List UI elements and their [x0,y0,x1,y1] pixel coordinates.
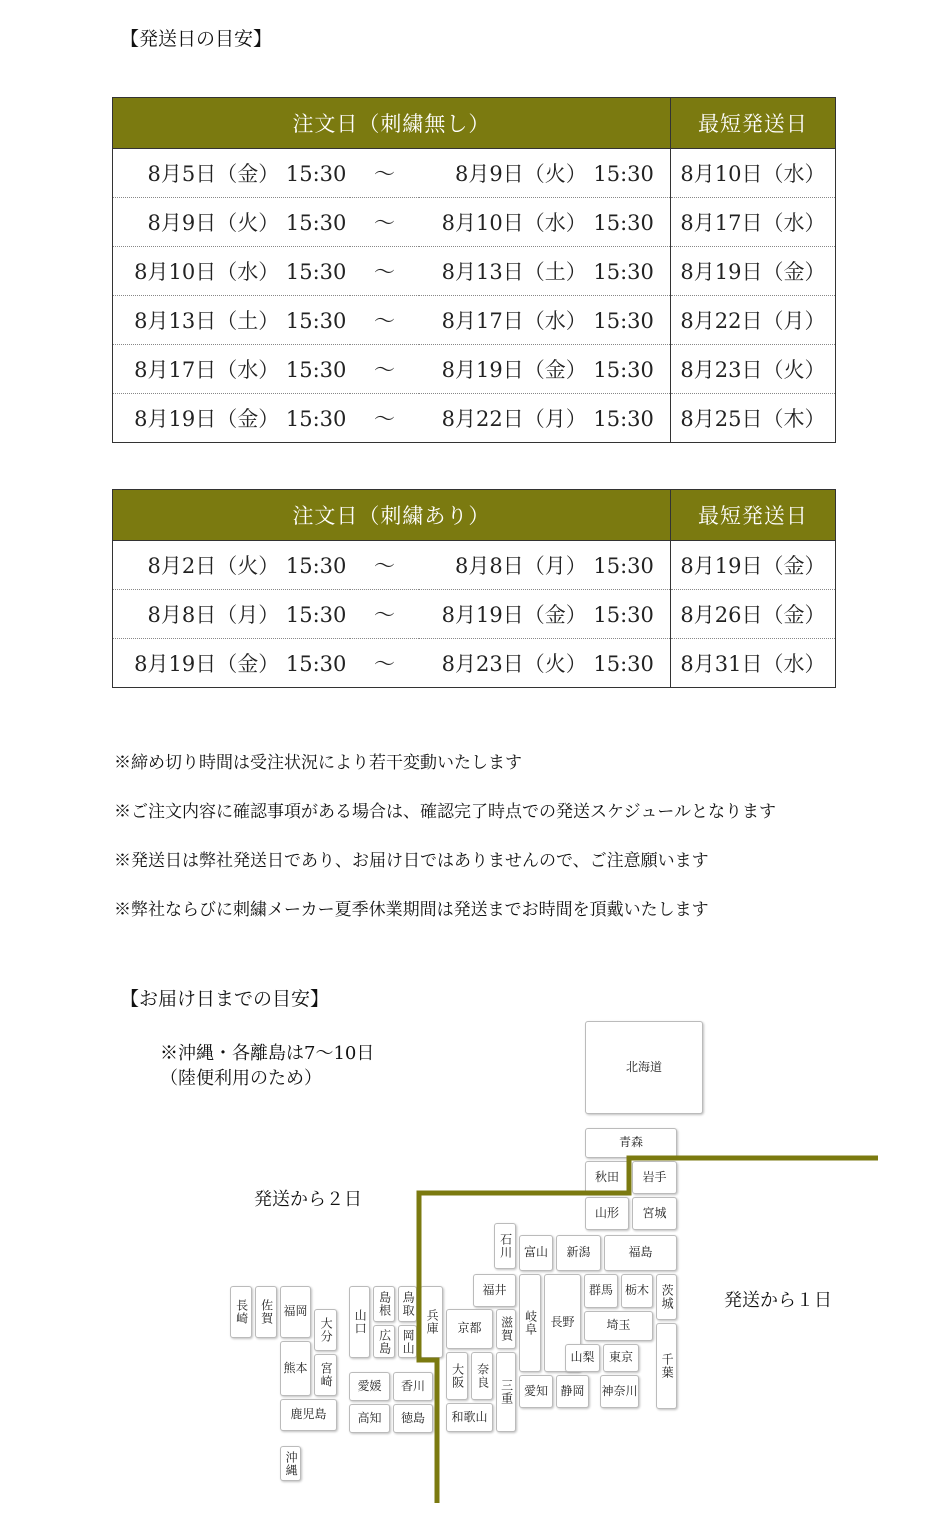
pref-saga: 佐賀 [255,1286,277,1338]
ship-date: 8月31日（水） [670,639,835,688]
note-ship-vs-delivery: ※発送日は弊社発送日であり、お届け日ではありませんので、ご注意願います [114,851,709,871]
pref-wakayama: 和歌山 [446,1403,493,1432]
pref-aomori: 青森 [585,1128,677,1158]
pref-oita: 大分 [314,1309,337,1351]
header-order-date: 注文日（刺繍無し） [113,98,671,149]
order-to: 8月8日（月） 15:30 [419,541,671,590]
zone-west-label: 発送から２日 [254,1189,362,1210]
order-to: 8月17日（水） 15:30 [419,296,671,345]
order-to: 8月9日（火） 15:30 [419,149,671,198]
pref-shizuoka: 静岡 [556,1375,589,1408]
order-to: 8月22日（月） 15:30 [419,394,671,443]
pref-ehime: 愛媛 [349,1372,390,1401]
order-from: 8月10日（水） 15:30 [113,247,351,296]
pref-tokyo: 東京 [603,1344,639,1372]
pref-iwate: 岩手 [632,1161,677,1194]
okinawa-note: ※沖縄・各離島は7～10日 [160,1043,375,1064]
ship-date: 8月19日（金） [670,247,835,296]
pref-niigata: 新潟 [556,1235,601,1271]
pref-kagoshima: 鹿児島 [280,1399,337,1431]
pref-nara: 奈良 [471,1352,493,1400]
pref-tokushima: 徳島 [393,1404,433,1433]
note-summer-holiday: ※弊社ならびに刺繍メーカー夏季休業期間は発送までお時間を頂戴いたします [114,900,709,920]
order-from: 8月5日（金） 15:30 [113,149,351,198]
range-tilde: ～ [350,345,418,394]
pref-akita: 秋田 [585,1161,629,1194]
zone-east-label: 発送から１日 [724,1290,832,1311]
ship-date: 8月26日（金） [670,590,835,639]
pref-osaka: 大阪 [446,1352,468,1400]
pref-aichi: 愛知 [519,1375,553,1408]
pref-yamaguchi: 山口 [349,1286,370,1358]
pref-ishikawa: 石川 [494,1223,516,1269]
range-tilde: ～ [350,247,418,296]
order-from: 8月13日（土） 15:30 [113,296,351,345]
pref-shiga: 滋賀 [496,1309,516,1349]
pref-kyoto: 京都 [446,1309,493,1349]
ship-date: 8月19日（金） [670,541,835,590]
range-tilde: ～ [350,198,418,247]
pref-nagano: 長野 [544,1274,581,1372]
pref-yamagata: 山形 [585,1197,629,1230]
pref-fukuoka: 福岡 [280,1286,311,1338]
pref-gifu: 岐阜 [519,1274,541,1372]
section1-title: 【発送日の目安】 [120,28,273,50]
order-to: 8月23日（火） 15:30 [419,639,671,688]
note-deadline: ※締め切り時間は受注状況により若干変動いたします [114,753,522,773]
order-from: 8月2日（火） 15:30 [113,541,351,590]
pref-miyazaki: 宮崎 [314,1354,337,1396]
order-from: 8月19日（金） 15:30 [113,394,351,443]
range-tilde: ～ [350,590,418,639]
pref-chiba: 千葉 [656,1323,677,1409]
pref-kanagawa: 神奈川 [600,1375,639,1408]
pref-hyogo: 兵庫 [420,1286,443,1358]
order-to: 8月19日（金） 15:30 [419,345,671,394]
header-ship-date: 最短発送日 [670,98,835,149]
order-from: 8月8日（月） 15:30 [113,590,351,639]
order-to: 8月19日（金） 15:30 [419,590,671,639]
pref-okayama: 岡山 [398,1325,417,1358]
header-ship-date: 最短発送日 [670,490,835,541]
pref-yamanashi: 山梨 [565,1344,600,1372]
pref-fukui: 福井 [473,1274,516,1307]
ship-date: 8月25日（木） [670,394,835,443]
range-tilde: ～ [350,394,418,443]
pref-hokkaido: 北海道 [585,1021,703,1114]
pref-okinawa: 沖縄 [280,1446,301,1481]
pref-toyama: 富山 [519,1235,553,1271]
section2-title: 【お届け日までの目安】 [120,988,330,1010]
order-to: 8月13日（土） 15:30 [419,247,671,296]
pref-nagasaki: 長崎 [230,1286,252,1338]
pref-fukushima: 福島 [604,1235,677,1271]
range-tilde: ～ [350,541,418,590]
ship-date: 8月22日（月） [670,296,835,345]
pref-tottori: 鳥取 [398,1286,417,1322]
okinawa-note-reason: （陸便利用のため） [160,1068,322,1089]
range-tilde: ～ [350,639,418,688]
pref-kagawa: 香川 [393,1372,433,1401]
boundary-line [419,1158,878,1503]
pref-ibaraki: 茨城 [656,1274,677,1320]
range-tilde: ～ [350,296,418,345]
header-order-date: 注文日（刺繍あり） [113,490,671,541]
pref-saitama: 埼玉 [584,1311,653,1341]
order-from: 8月19日（金） 15:30 [113,639,351,688]
order-from: 8月9日（火） 15:30 [113,198,351,247]
pref-miyagi: 宮城 [632,1197,677,1230]
pref-mie: 三重 [496,1352,516,1432]
note-confirmation: ※ご注文内容に確認事項がある場合は、確認完了時点での発送スケジュールとなります [114,802,776,822]
pref-hiroshima: 広島 [373,1325,395,1358]
range-tilde: ～ [350,149,418,198]
order-from: 8月17日（水） 15:30 [113,345,351,394]
pref-gunma: 群馬 [584,1274,618,1308]
ship-date: 8月23日（火） [670,345,835,394]
pref-kumamoto: 熊本 [280,1341,311,1396]
ship-date: 8月10日（水） [670,149,835,198]
pref-shimane: 島根 [373,1286,395,1322]
ship-date: 8月17日（水） [670,198,835,247]
pref-kochi: 高知 [349,1404,390,1433]
pref-tochigi: 栃木 [621,1274,653,1308]
order-to: 8月10日（水） 15:30 [419,198,671,247]
